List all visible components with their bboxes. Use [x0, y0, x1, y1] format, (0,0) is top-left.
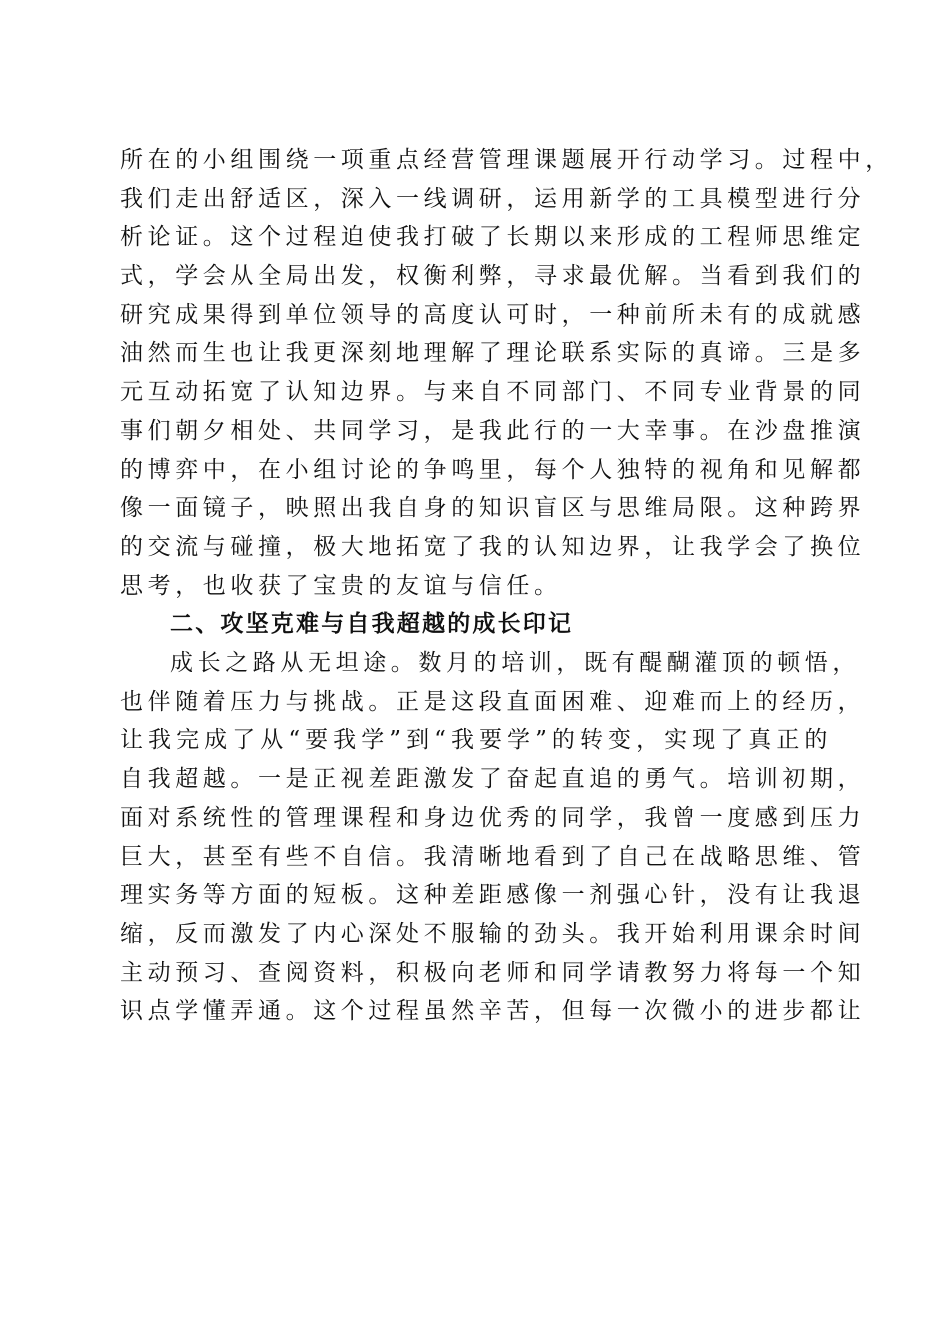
section-heading-block — [120, 605, 832, 644]
text-line: 理实务等方面的短板。这种差距感像一剂强心针，没有让我退 — [120, 882, 866, 909]
paragraph-2 — [120, 644, 866, 1031]
text-line: 研究成果得到单位领导的高度认可时，一种前所未有的成就感 — [120, 301, 866, 328]
paragraph-1 — [120, 141, 893, 605]
text-line: 式，学会从全局出发，权衡利弊，寻求最优解。当看到我们的 — [120, 263, 866, 290]
text-line: 思考，也收获了宝贵的友谊与信任。 — [120, 572, 562, 599]
text-line: 所在的小组围绕一项重点经营管理课题展开行动学习。过程中， — [120, 147, 893, 173]
text-line: 析论证。这个过程迫使我打破了长期以来形成的工程师思维定 — [120, 224, 866, 251]
text-line: 也伴随着压力与挑战。正是这段直面困难、迎难而上的经历， — [120, 688, 866, 715]
text-line: 主动预习、查阅资料，积极向老师和同学请教努力将每一个知 — [120, 959, 866, 986]
text-line: 自我超越。一是正视差距激发了奋起直追的勇气。培训初期， — [120, 766, 866, 793]
text-line: 缩，反而激发了内心深处不服输的劲头。我开始利用课余时间 — [120, 920, 866, 947]
text-line: 识点学懂弄通。这个过程虽然辛苦，但每一次微小的进步都让 — [120, 998, 866, 1025]
text-line: 巨大，甚至有些不自信。我清晰地看到了自己在战略思维、管 — [120, 843, 866, 870]
text-line: 我们走出舒适区，深入一线调研，运用新学的工具模型进行分 — [120, 185, 866, 212]
text-line: 像一面镜子，映照出我自身的知识盲区与思维局限。这种跨界 — [120, 495, 866, 522]
text-line: 成长之路从无坦途。数月的培训，既有醍醐灌顶的顿悟， — [170, 650, 860, 677]
text-line: 让我完成了从“要我学”到“我要学”的转变，实现了真正的 — [120, 727, 832, 754]
text-line: 事们朝夕相处、共同学习，是我此行的一大幸事。在沙盘推演 — [120, 417, 866, 444]
text-line: 元互动拓宽了认知边界。与来自不同部门、不同专业背景的同 — [120, 379, 866, 406]
text-line: 的博弈中，在小组讨论的争鸣里，每个人独特的视角和见解都 — [120, 456, 866, 483]
text-line: 的交流与碰撞，极大地拓宽了我的认知边界，让我学会了换位 — [120, 533, 866, 560]
section-heading: 二、攻坚克难与自我超越的成长印记 — [170, 611, 574, 638]
text-line: 面对系统性的管理课程和身边优秀的同学，我曾一度感到压力 — [120, 804, 866, 831]
text-line: 油然而生也让我更深刻地理解了理论联系实际的真谛。三是多 — [120, 340, 866, 367]
